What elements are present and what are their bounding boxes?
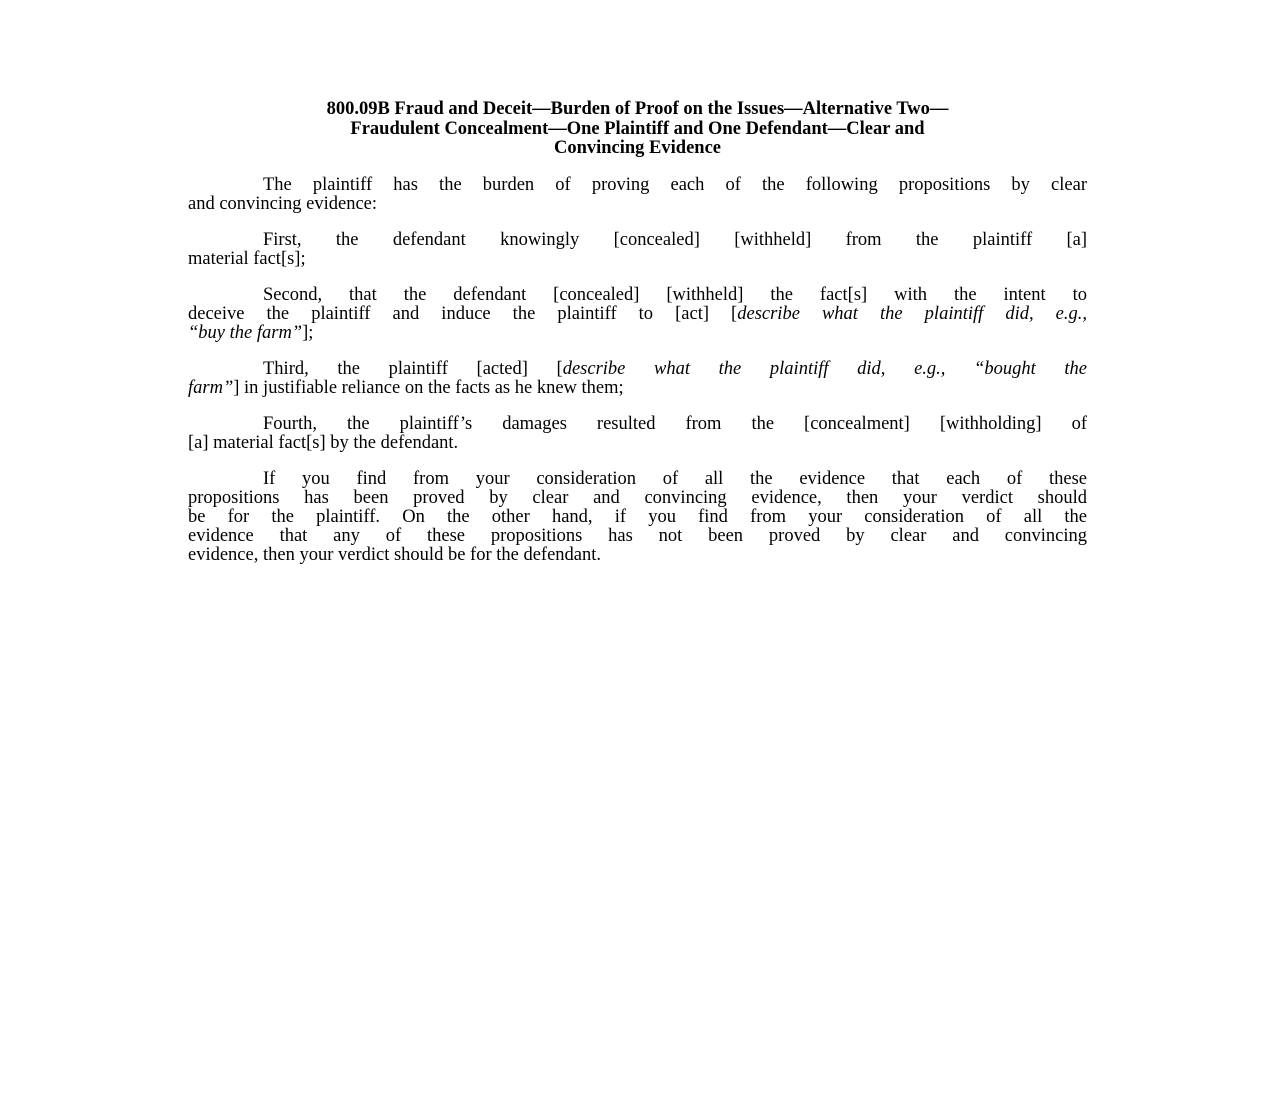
title-line: Convincing Evidence (553, 138, 722, 158)
proposition-second (188, 286, 1087, 343)
proposition-fourth (188, 415, 1087, 453)
text-segment: deceive the plaintiff and induce the plaintiff to [act] [ (188, 303, 738, 324)
text-line: Second, that the defendant [concealed] [withheld] the fact[s] with the intent to (263, 284, 1087, 305)
intro-paragraph (188, 176, 1087, 214)
text-line: The plaintiff has the burden of proving each of the following propositions by clear (263, 174, 1087, 195)
title-line: Fraudulent Concealment—One Plaintiff and One Defendant—Clear and (350, 118, 925, 139)
text-line: Fourth, the plaintiff’s damages resulted from the [concealment] [withholding] of (263, 413, 1087, 434)
italic-placeholder: describe what the plaintiff did, e.g., (737, 303, 1087, 324)
text-segment: Third, the plaintiff [acted] [ (263, 358, 563, 379)
text-line (188, 324, 1087, 343)
title-line: 800.09B Fraud and Deceit—Burden of Proof on the Issues—Alternative Two— (326, 99, 949, 119)
text-line (188, 305, 1087, 324)
text-line (188, 360, 1087, 379)
proposition-third (188, 360, 1087, 398)
text-line: [a] material fact[s] by the defendant. (188, 432, 459, 453)
text-line: First, the defendant knowingly [concealed] [withheld] from the plaintiff [a] (263, 229, 1087, 250)
proposition-first (188, 231, 1087, 269)
italic-placeholder: “buy the farm” (188, 322, 303, 343)
text-line: propositions has been proved by clear and convincing evidence, then your verdict should (188, 487, 1087, 508)
italic-placeholder: farm” (188, 377, 234, 398)
text-line: evidence that any of these propositions has not been proved by clear and convincing (188, 525, 1087, 546)
text-line: be for the plaintiff. On the other hand, if you find from your consideration of all the (188, 506, 1087, 527)
text-line: evidence, then your verdict should be for the defendant. (188, 544, 602, 565)
text-line: material fact[s]; (188, 248, 306, 269)
text-line: and convincing evidence: (188, 193, 378, 214)
text-line (188, 379, 1087, 398)
instruction-title (188, 100, 1087, 159)
italic-placeholder: describe what the plaintiff did, e.g., “bought the (562, 358, 1087, 379)
text-segment: ]; (302, 322, 314, 343)
conclusion-paragraph (188, 470, 1087, 565)
text-line: If you find from your consideration of all the evidence that each of these (263, 468, 1087, 489)
text-segment: ] in justifiable reliance on the facts as he knew them; (233, 377, 624, 398)
document-page (188, 100, 1087, 565)
